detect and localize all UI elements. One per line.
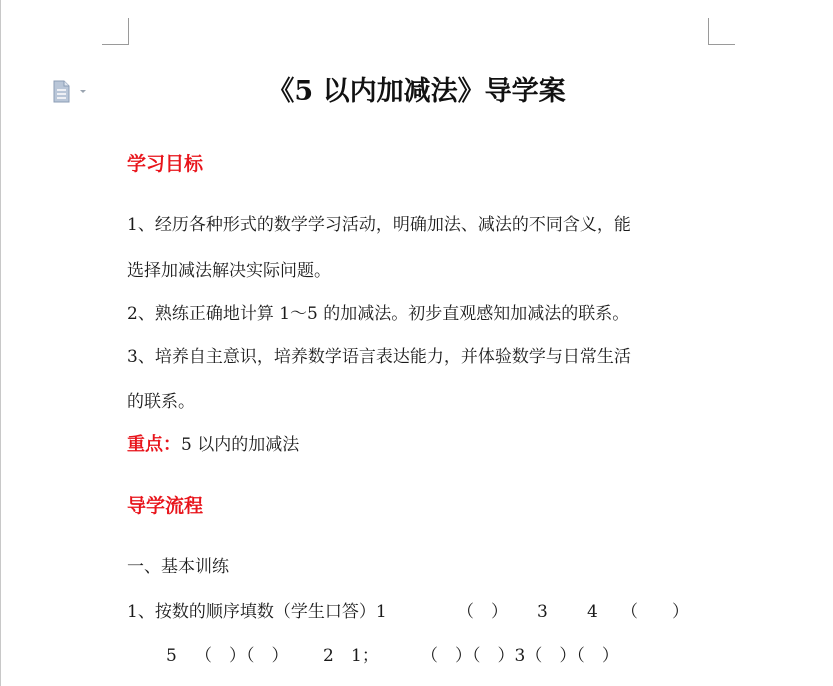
objective-3-line-2: 的联系。 xyxy=(127,392,195,412)
objective-2: 2、熟练正确地计算 1～5 的加减法。初步直观感知加减法的联系。 xyxy=(127,304,630,324)
question-1-blanks-2: （ ）（ ）3（ ）（ ） xyxy=(421,646,619,666)
question-1-number-3: 3 xyxy=(537,602,548,622)
key-point xyxy=(127,433,727,457)
question-1-blanks-1: （ ）（ ） xyxy=(195,646,289,666)
crop-mark-top-left xyxy=(102,18,129,45)
question-1-blank-1: （ ） xyxy=(457,602,508,622)
flow-heading: 导学流程 xyxy=(127,495,204,517)
question-1-number-2: 2 xyxy=(323,646,334,666)
question-1-blank-2: （ ） xyxy=(621,602,689,622)
objective-1-line-1: 1、经历各种形式的数学学习活动，明确加法、减法的不同含义，能 xyxy=(127,215,631,235)
crop-mark-top-right xyxy=(708,18,735,45)
question-1-number-1: 1； xyxy=(351,646,379,666)
objective-3-line-1: 3、培养自主意识，培养数学语言表达能力，并体验数学与日常生活 xyxy=(127,347,631,367)
objectives-heading: 学习目标 xyxy=(127,153,204,175)
question-1-number-4: 4 xyxy=(587,602,598,622)
document-title: 《5 以内加减法》导学案 xyxy=(267,76,566,107)
question-1-prefix: 1、按数的顺序填数（学生口答）1 xyxy=(127,602,387,622)
key-point-text: 5 以内的加减法 xyxy=(181,435,300,455)
objective-1-line-2: 选择加减法解决实际问题。 xyxy=(127,261,331,281)
question-1-number-5: 5 xyxy=(166,646,177,666)
training-subheading: 一、基本训练 xyxy=(127,557,229,577)
key-point-label: 重点： xyxy=(127,434,181,455)
